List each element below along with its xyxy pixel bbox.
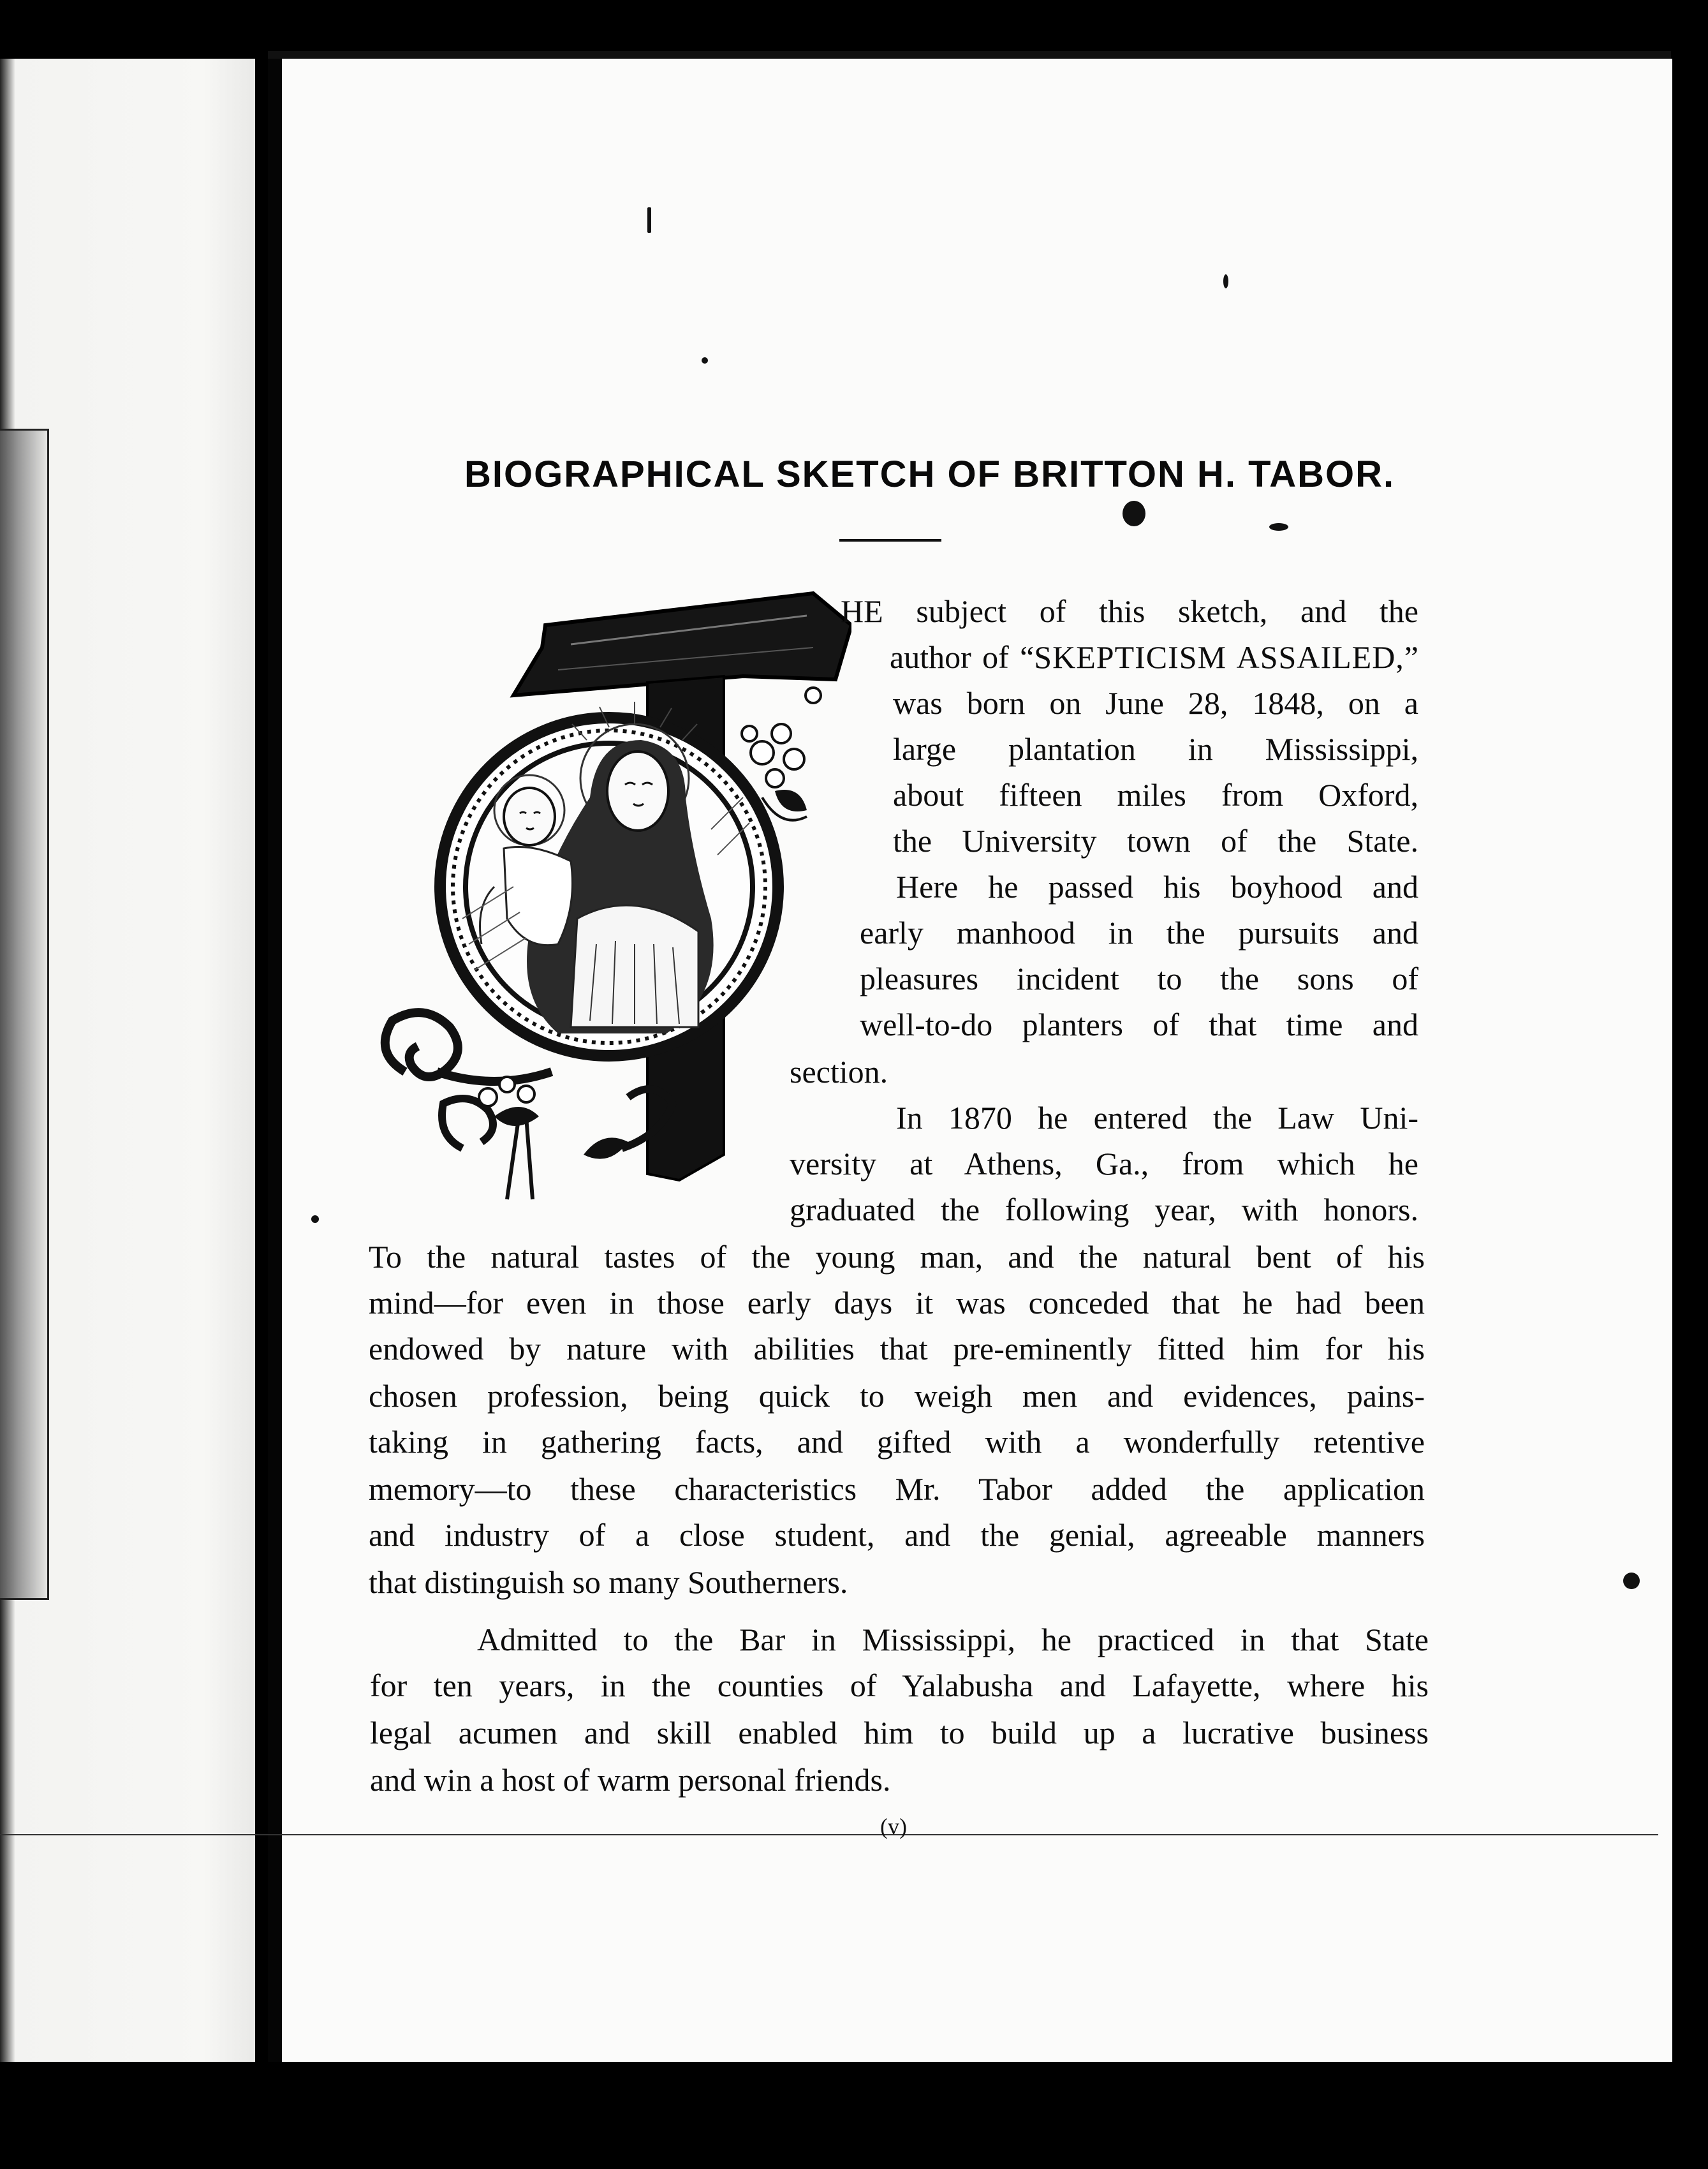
paragraph-1-line-2: [890, 638, 1418, 676]
paragraph-1-line-10: well-to-do planters of that time and: [860, 1007, 1418, 1042]
paragraph-1-line-5: about fifteen miles from Oxford,: [893, 777, 1418, 813]
quote-open: author of “: [890, 639, 1034, 675]
scan-speck: [647, 207, 651, 233]
paragraph-1-line-3: was born on June 28, 1848, on a: [893, 685, 1418, 721]
title-rule: [839, 539, 941, 542]
paragraph-3-line-3: legal acumen and skill enabled him to build up a lucrative business: [370, 1715, 1429, 1751]
book-title: SKEPTICISM ASSAILED,: [1034, 639, 1404, 675]
paragraph-3-line-1: Admitted to the Bar in Mississippi, he practiced in that State: [477, 1622, 1429, 1657]
scan-speck: [1123, 501, 1145, 526]
scan-speck: [1269, 523, 1288, 531]
paragraph-1-line-6: the University town of the State.: [893, 823, 1418, 859]
paragraph-2-line-3: graduated the following year, with honors.: [790, 1192, 1418, 1227]
facing-page-edge: [0, 59, 255, 2062]
paragraph-3-line-2: for ten years, in the counties of Yalabusha and Lafayette, where his: [370, 1668, 1429, 1703]
scan-speck: [1223, 274, 1228, 288]
paragraph-2-line-5: mind—for even in those early days it was conceded that he had been: [369, 1285, 1425, 1321]
paragraph-1-line-1: HE subject of this sketch, and the: [841, 593, 1418, 629]
paragraph-2-line-6: endowed by nature with abilities that pre-eminently fitted him for his: [369, 1331, 1425, 1366]
paragraph-2-line-7: chosen profession, being quick to weigh men and evidences, pains-: [369, 1378, 1425, 1414]
page-title: BIOGRAPHICAL SKETCH OF BRITTON H. TABOR.: [464, 454, 1395, 495]
page-number: (v): [880, 1814, 907, 1839]
paragraph-1-line-8: early manhood in the pursuits and: [860, 915, 1418, 951]
paragraph-2-line-2: versity at Athens, Ga., from which he: [790, 1146, 1418, 1181]
paragraph-1-line-7: Here he passed his boyhood and: [896, 869, 1418, 905]
madonna-face: [607, 751, 668, 831]
paragraph-2-line-1: In 1870 he entered the Law Uni-: [896, 1100, 1418, 1136]
paragraph-2-line-11: that distinguish so many Southerners.: [369, 1564, 848, 1600]
paragraph-1-line-4: large plantation in Mississippi,: [893, 731, 1418, 767]
drop-cap-illustration: [367, 587, 851, 1212]
facing-page-frame: [0, 429, 49, 1600]
scan-line: [0, 1834, 1658, 1835]
paragraph-1-line-11: section.: [790, 1054, 888, 1090]
paragraph-2-line-10: and industry of a close student, and the genial, agreeable manners: [369, 1517, 1425, 1553]
paragraph-3-line-4: and win a host of warm personal friends.: [370, 1762, 891, 1798]
scan-speck: [702, 357, 708, 364]
child-face: [504, 788, 555, 845]
paragraph-2-line-9: memory—to these characteristics Mr. Tabor added the application: [369, 1471, 1425, 1507]
paragraph-2-line-8: taking in gathering facts, and gifted with a wonderfully retentive: [369, 1424, 1425, 1460]
quote-close: ”: [1404, 639, 1418, 675]
scan-speck: [1623, 1573, 1640, 1589]
paragraph-1-line-9: pleasures incident to the sons of: [860, 961, 1418, 996]
scroll-ornament: [385, 1012, 458, 1077]
paragraph-2-line-4: To the natural tastes of the young man, and the natural bent of his: [369, 1239, 1425, 1275]
scan-speck: [311, 1215, 319, 1223]
